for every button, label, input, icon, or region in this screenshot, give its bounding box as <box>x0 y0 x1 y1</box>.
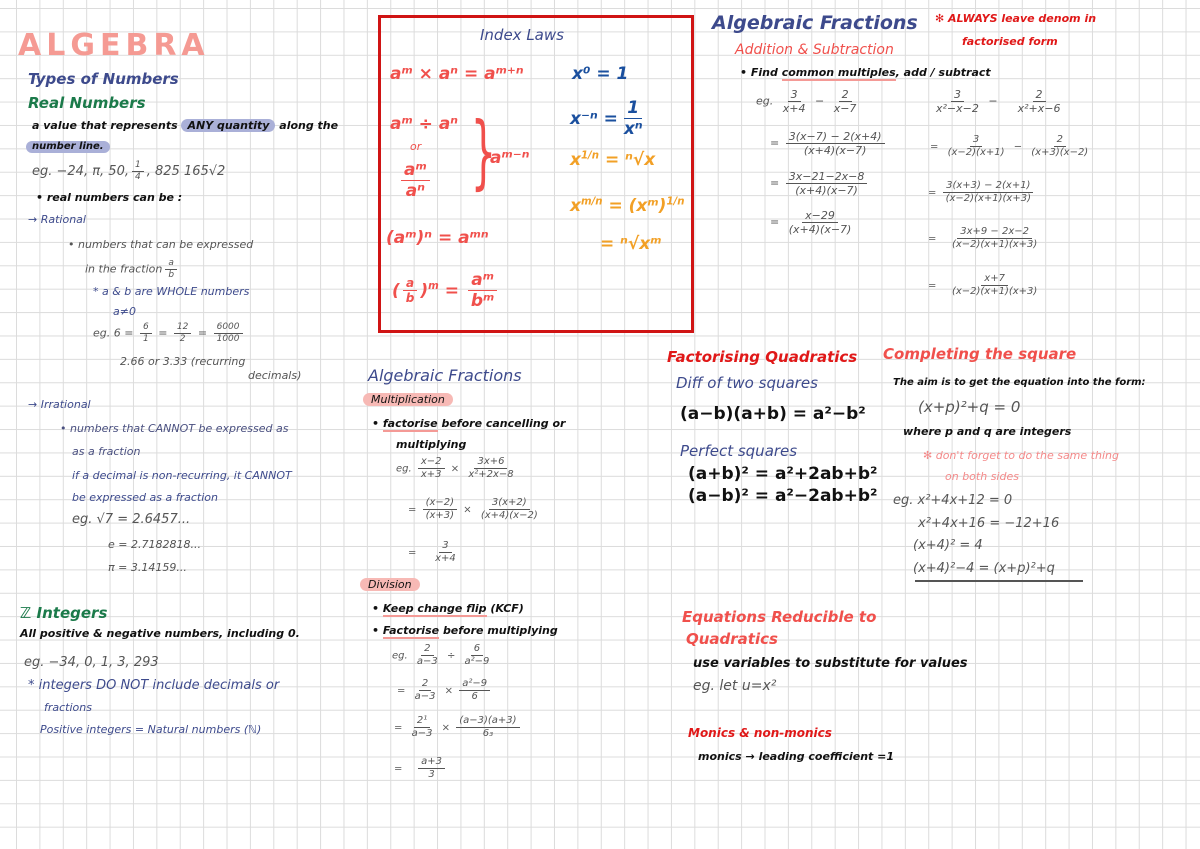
reducible-text: use variables to substitute for values <box>693 656 968 671</box>
integers-definition: All positive & negative numbers, including 0. <box>20 627 300 640</box>
fractional-index-law-3: = ⁿ√xᵐ <box>600 234 662 254</box>
fraction <box>414 643 441 668</box>
denominator: (x+4)(x−7) <box>795 184 858 198</box>
equals: = <box>444 280 459 301</box>
fraction <box>786 130 885 157</box>
denominator: a−3 <box>411 728 433 739</box>
equals: = <box>770 176 780 190</box>
denominator: (x−2)(x+1) <box>947 147 1005 158</box>
numerator: 3(x+2) <box>489 497 530 510</box>
index-law-2-result: aᵐ⁻ⁿ <box>490 148 530 168</box>
text: , add / subtract <box>895 66 991 79</box>
numerator: 3x+6 <box>474 456 507 469</box>
underlined-text: Factorise <box>382 624 440 637</box>
numerator: 2 <box>1033 88 1046 102</box>
completing-heading: Completing the square <box>883 345 1077 363</box>
numerator: x−29 <box>802 209 838 223</box>
equals: = <box>928 187 937 199</box>
completing-note-1: ✻ don't forget to do the same thing <box>923 449 1119 462</box>
result: = ⁿ√x <box>604 150 656 170</box>
factorise-rule <box>372 624 558 637</box>
add-example-row <box>756 88 862 115</box>
equals: = <box>397 685 406 697</box>
fraction <box>478 497 541 522</box>
denominator: x²+x−6 <box>1017 102 1061 116</box>
rational-5: 2.66 or 3.33 (recurring <box>120 355 246 368</box>
fraction <box>949 273 1040 298</box>
can-be: • real numbers can be : <box>36 191 183 204</box>
times: × <box>444 685 454 697</box>
fraction <box>468 270 497 312</box>
exponent: m/n <box>580 196 603 208</box>
numerator: a+3 <box>418 756 445 769</box>
numerator: 3 <box>788 88 801 102</box>
fraction <box>462 643 493 668</box>
fraction <box>418 756 445 781</box>
denominator: 2 <box>179 333 186 344</box>
index-laws-heading: Index Laws <box>480 26 564 44</box>
numerator: a²−9 <box>459 678 490 691</box>
fraction <box>459 678 490 703</box>
base: x <box>570 150 581 170</box>
irrational-4: be expressed as a fraction <box>72 491 218 504</box>
numerator: 3 <box>951 88 964 102</box>
numerator: 6 <box>140 322 152 334</box>
rational-4: a≠0 <box>113 305 136 318</box>
completing-eg-2: x²+4x+16 = −12+16 <box>918 516 1060 531</box>
irrational-eg3: π = 3.14159... <box>108 561 187 574</box>
text: (KCF) <box>490 602 524 615</box>
fraction <box>401 160 430 202</box>
fraction <box>621 98 646 140</box>
numerator: a <box>403 276 417 291</box>
completing-aim: The aim is to get the equation into the form: <box>893 377 1146 388</box>
fraction <box>943 180 1034 205</box>
frac-add-heading: Algebraic Fractions <box>712 12 918 34</box>
real-definition <box>32 119 338 132</box>
numerator: 1 <box>624 98 642 119</box>
real-numbers-heading: Real Numbers <box>28 94 146 112</box>
denominator: (x+4)(x−7) <box>803 144 867 158</box>
equals: = <box>928 280 937 292</box>
denominator: x²+2x−8 <box>468 469 514 480</box>
def-post: along the <box>279 119 339 132</box>
mult-rule <box>372 417 565 430</box>
rational-heading: → Rational <box>28 213 86 226</box>
index-law-2-frac <box>398 160 433 202</box>
denom-note: ✻ ALWAYS leave denom in <box>935 12 1097 25</box>
fraction <box>174 322 191 345</box>
denominator: (x+3)(x−2) <box>1031 147 1089 158</box>
fraction <box>403 276 418 306</box>
eg-pre: eg. −24, π, 50, <box>32 163 129 179</box>
index-law-4: ( $\frac{a}{b}$ )$^m$ = $\frac{\text{aᵐ}}{\text{bᵐ}}$ <box>392 270 500 312</box>
zero-index-law: x⁰ = 1 <box>572 64 629 84</box>
div-eg-1 <box>392 643 495 668</box>
irrational-2: as a fraction <box>72 445 141 458</box>
denominator: (x+3) <box>425 510 455 521</box>
rational-1: • numbers that can be expressed <box>68 238 254 251</box>
fraction <box>780 88 809 115</box>
text: eg. 6 = <box>93 326 134 340</box>
def-highlight: ANY quantity <box>181 119 275 132</box>
fraction <box>165 258 177 281</box>
exponent: m <box>428 281 439 293</box>
completing-eg-1: eg. x²+4x+12 = 0 <box>893 493 1013 508</box>
integers-heading: ℤ Integers <box>20 604 108 622</box>
completing-eg-3: (x+4)² = 4 <box>913 538 983 553</box>
page-title: ALGEBRA <box>18 28 210 63</box>
perfect-square-1: (a+b)² = a²+2ab+b² <box>688 464 878 484</box>
numerator: x+7 <box>981 273 1008 286</box>
index-law-2: aᵐ ÷ aⁿ <box>390 114 459 134</box>
index-law-1: aᵐ × aⁿ = aᵐ⁺ⁿ <box>390 64 524 84</box>
equals: = <box>408 504 417 516</box>
diff-squares-formula: (a−b)(a+b) = a²−b² <box>680 404 866 424</box>
factorising-heading: Factorising Quadratics <box>667 348 858 366</box>
integers-note3: Positive integers = Natural numbers (ℕ) <box>40 723 262 736</box>
numerator: 2 <box>1054 134 1066 147</box>
numerator: 1 <box>132 160 144 172</box>
base: x <box>570 196 581 216</box>
equals: = <box>197 326 208 340</box>
equals: = <box>770 215 780 229</box>
mult-eg-1 <box>396 456 520 481</box>
integers-note2: fractions <box>44 701 92 714</box>
equals: = <box>408 547 417 559</box>
div-eg-3 <box>394 715 523 740</box>
times: × <box>450 463 460 475</box>
fraction <box>465 456 516 481</box>
equals: = <box>930 141 939 153</box>
sub-example-row <box>930 88 1066 115</box>
numerator: 3(x−7) − 2(x+4) <box>786 130 885 144</box>
irrational-1: • numbers that CANNOT be expressed as <box>60 422 289 435</box>
mult-eg-3 <box>408 540 462 565</box>
fractional-index-law <box>570 150 655 170</box>
integers-example: eg. −34, 0, 1, 3, 293 <box>24 655 159 670</box>
text: before cancelling or <box>441 417 566 430</box>
kcf-rule <box>372 602 524 615</box>
equals: = <box>928 233 937 245</box>
diff-squares-heading: Diff of two squares <box>676 374 818 392</box>
irrational-eg2: e = 2.7182818... <box>108 538 201 551</box>
monics-heading: Monics & non-monics <box>688 726 832 740</box>
denominator: 4 <box>134 171 141 182</box>
exponent: 1/n <box>580 150 600 162</box>
negative-index-law <box>570 98 649 140</box>
fraction <box>214 322 243 345</box>
reducible-heading-2: Quadratics <box>686 630 778 648</box>
fraction <box>1015 88 1064 115</box>
denominator: 6₃ <box>482 728 494 739</box>
numerator: 2 <box>839 88 852 102</box>
division-label: Division <box>360 578 420 591</box>
brace-icon: } <box>470 105 497 198</box>
fraction <box>140 322 152 345</box>
irrational-3: if a decimal is non-recurring, it CANNOT <box>72 469 292 482</box>
result: = (xᵐ) <box>608 196 667 216</box>
numerator: 2¹ <box>414 715 430 728</box>
text: before multiplying <box>442 624 558 637</box>
numerator: 3x−21−2x−8 <box>786 170 868 184</box>
denominator: bᵐ <box>470 291 495 312</box>
text: x⁻ⁿ = <box>570 108 618 129</box>
numerator: 2 <box>421 643 433 656</box>
numerator: 3(x+3) − 2(x+1) <box>943 180 1033 193</box>
completing-note-2: on both sides <box>945 470 1019 483</box>
add-step-2 <box>770 170 870 197</box>
add-step-3 <box>770 209 857 236</box>
denominator: 1000 <box>216 333 240 344</box>
denominator: b <box>405 291 415 306</box>
find-multiples <box>740 66 991 79</box>
denominator: xⁿ <box>623 119 643 140</box>
numerator: 12 <box>174 322 191 334</box>
bullet: • <box>372 602 380 615</box>
perfect-squares-heading: Perfect squares <box>680 442 798 460</box>
denominator: x+3 <box>420 469 442 480</box>
reducible-heading: Equations Reducible to <box>682 608 877 626</box>
rational-example <box>93 322 246 345</box>
underlined-text: factorise <box>382 417 438 430</box>
index-law-3: (aᵐ)ⁿ = aᵐⁿ <box>386 228 489 248</box>
denominator: (x−2)(x+1)(x+3) <box>945 193 1031 204</box>
numerator: 6 <box>471 643 483 656</box>
mult-eg-2 <box>408 497 544 522</box>
denominator: x−7 <box>833 102 857 116</box>
eg-label: eg. <box>756 94 774 108</box>
completing-where: where p and q are integers <box>903 425 1072 438</box>
fraction <box>409 715 436 740</box>
denominator: b <box>168 269 175 280</box>
bullet: • <box>372 417 380 430</box>
divide: ÷ <box>446 650 456 662</box>
rational-2 <box>85 258 180 281</box>
times: × <box>441 722 451 734</box>
numerator: 2 <box>419 678 431 691</box>
sub-step-1 <box>930 134 1094 159</box>
minus: − <box>1013 141 1023 153</box>
fraction <box>945 134 1008 159</box>
fraction <box>786 170 868 197</box>
fraction <box>412 678 439 703</box>
fraction <box>786 209 855 236</box>
real-example <box>32 160 225 183</box>
eg-label: eg. <box>396 463 412 475</box>
types-heading: Types of Numbers <box>28 70 179 88</box>
numerator: 6000 <box>214 322 243 334</box>
fractional-index-law-2 <box>570 196 685 216</box>
fraction <box>831 88 860 115</box>
denominator: x+4 <box>782 102 806 116</box>
completing-form: (x+p)²+q = 0 <box>918 398 1021 416</box>
fraction <box>132 160 144 183</box>
sub-step-2 <box>928 180 1037 205</box>
denominator: aⁿ <box>405 181 425 202</box>
equals: = <box>770 136 780 150</box>
equals: = <box>394 763 403 775</box>
underline <box>915 580 1083 582</box>
denominator: a−3 <box>414 691 436 702</box>
rational-3: * a & b are WHOLE numbers <box>93 285 250 298</box>
mult-rule-2: multiplying <box>396 438 467 451</box>
numerator: (a−3)(a+3) <box>456 715 519 728</box>
irrational-heading: → Irrational <box>28 398 91 411</box>
denominator: a−3 <box>416 656 438 667</box>
denominator: 6 <box>471 691 478 702</box>
or-label: or <box>410 140 422 153</box>
frac-add-subheading: Addition & Subtraction <box>735 42 894 58</box>
minus: − <box>988 94 998 108</box>
underlined-text: common multiples <box>781 66 896 79</box>
numerator: a <box>165 258 177 270</box>
fraction <box>418 456 445 481</box>
numerator: x−2 <box>418 456 445 469</box>
multiplication-label: Multiplication <box>363 393 453 406</box>
fraction <box>1028 134 1091 159</box>
denom-note-2: factorised form <box>962 35 1058 48</box>
eg-post: , 825 165√2 <box>146 163 226 179</box>
def-pre: a value that represents <box>32 119 178 132</box>
rational-6: decimals) <box>248 369 302 382</box>
fraction <box>432 540 459 565</box>
fraction <box>949 226 1040 251</box>
sub-step-3 <box>928 226 1043 251</box>
sub-step-4 <box>928 273 1043 298</box>
numerator: 3 <box>439 540 451 553</box>
numerator: aᵐ <box>468 270 497 291</box>
numerator: (x−2) <box>423 497 457 510</box>
fraction <box>456 715 519 740</box>
times: × <box>463 504 472 516</box>
denominator: 3 <box>428 769 435 780</box>
fraction <box>933 88 982 115</box>
denominator: (x−2)(x+1)(x+3) <box>951 286 1038 297</box>
reducible-example: eg. let u=x² <box>693 678 777 694</box>
denominator: x+4 <box>435 553 456 564</box>
add-step-1 <box>770 130 888 157</box>
denominator: (x−2)(x+1)(x+3) <box>951 239 1038 250</box>
monics-definition: monics → leading coefficient =1 <box>698 750 894 763</box>
frac-mul-heading: Algebraic Fractions <box>368 366 522 385</box>
exponent: 1/n <box>666 196 685 208</box>
text: in the fraction <box>85 262 163 276</box>
equals: = <box>394 722 403 734</box>
eg-label: eg. <box>392 650 408 662</box>
div-eg-4 <box>394 756 448 781</box>
perfect-square-2: (a−b)² = a²−2ab+b² <box>688 486 878 506</box>
minus: − <box>814 94 825 108</box>
completing-eg-4: (x+4)²−4 = (x+p)²+q <box>913 561 1055 576</box>
div-eg-2 <box>397 678 493 703</box>
denominator: (x+4)(x−7) <box>788 223 852 237</box>
equals: = <box>158 326 168 340</box>
denominator: (x+4)(x−2) <box>480 510 538 521</box>
numerator: 3x+9 − 2x−2 <box>957 226 1032 239</box>
denominator: x²−x−2 <box>936 102 979 116</box>
denominator: a²−9 <box>464 656 490 667</box>
text: • Find <box>740 66 778 79</box>
def-line2: number line. <box>26 141 110 153</box>
fraction <box>423 497 457 522</box>
irrational-eg1: eg. √7 = 2.6457... <box>72 512 191 527</box>
denominator: 1 <box>142 333 149 344</box>
bullet: • <box>372 624 380 637</box>
underlined-text: Keep change flip <box>382 602 487 615</box>
integers-note1: * integers DO NOT include decimals or <box>28 678 280 693</box>
numerator: aᵐ <box>401 160 430 181</box>
numerator: 3 <box>970 134 982 147</box>
